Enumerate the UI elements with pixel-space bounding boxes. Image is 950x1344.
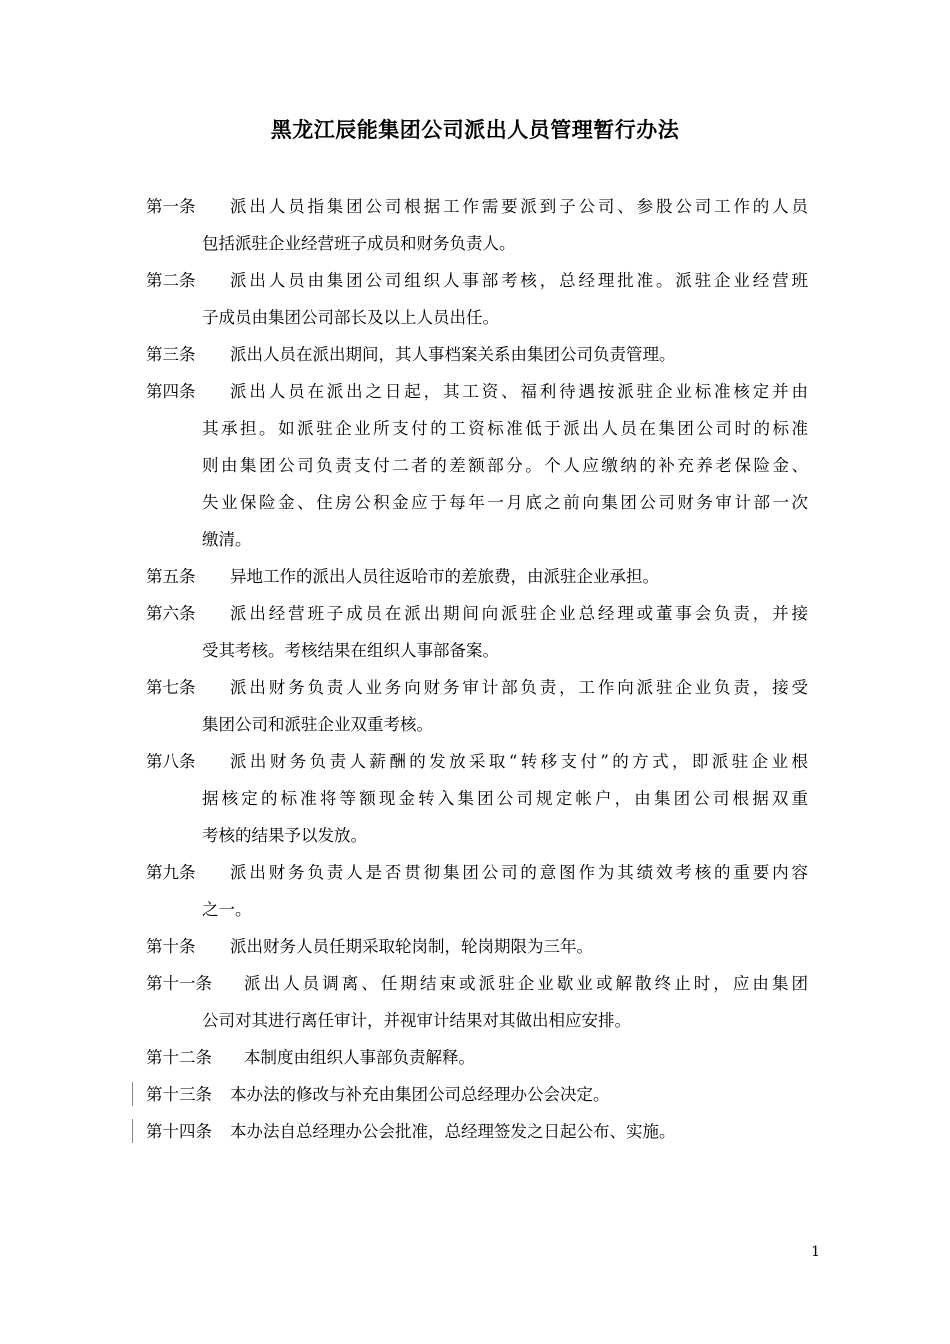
article-text-line: 失业保险金、住房公积金应于每年一月底之前向集团公司财务审计部一次 (202, 493, 808, 512)
article-text-line: 派出财务负责人是否贯彻集团公司的意图作为其绩效考核的重要内容 (230, 863, 808, 882)
article-label: 第九条 (146, 863, 196, 882)
article-text-line: 本办法的修改与补充由集团公司总经理办公会决定。 (230, 1085, 610, 1104)
article-list (146, 188, 808, 1150)
article-text-line: 派出财务负责人业务向财务审计部负责，工作向派驻企业负责，接受 (230, 678, 808, 697)
article-label: 第五条 (146, 567, 196, 586)
article-11 (146, 965, 808, 1039)
article-label: 第六条 (146, 604, 196, 623)
article-9 (146, 854, 808, 928)
article-text-line: 派出财务人员任期采取轮岗制，轮岗期限为三年。 (230, 937, 593, 956)
article-label: 第十二条 (146, 1048, 212, 1067)
article-label: 第十三条 (146, 1085, 212, 1104)
article-label: 第十一条 (146, 974, 212, 993)
article-label: 第三条 (146, 345, 196, 364)
article-text-line: 缴清。 (202, 530, 252, 549)
article-label: 第一条 (146, 197, 196, 216)
article-2 (146, 262, 808, 336)
page-number: 1 (811, 1244, 820, 1260)
document-title: 黑龙江辰能集团公司派出人员管理暂行办法 (270, 117, 680, 142)
article-text-line: 之一。 (202, 900, 252, 919)
article-13 (146, 1076, 808, 1113)
article-label: 第二条 (146, 271, 196, 290)
article-text-line: 则由集团公司负责支付二者的差额部分。个人应缴纳的补充养老保险金、 (202, 456, 808, 475)
article-text-line: 派出人员由集团公司组织人事部考核，总经理批准。派驻企业经营班 (230, 271, 808, 290)
revision-mark (132, 1082, 133, 1106)
article-label: 第四条 (146, 382, 196, 401)
article-1 (146, 188, 808, 262)
article-12 (146, 1039, 808, 1076)
article-text-line: 派出人员在派出期间，其人事档案关系由集团公司负责管理。 (230, 345, 676, 364)
article-text-line: 集团公司和派驻企业双重考核。 (202, 715, 433, 734)
article-text-line: 包括派驻企业经营班子成员和财务负责人。 (202, 234, 516, 253)
article-5 (146, 558, 808, 595)
article-text-line: 派出人员在派出之日起，其工资、福利待遇按派驻企业标准核定并由 (230, 382, 808, 401)
article-text-line: 据核定的标准将等额现金转入集团公司规定帐户，由集团公司根据双重 (202, 789, 808, 808)
article-label: 第七条 (146, 678, 196, 697)
article-text-line: 考核的结果予以发放。 (202, 826, 367, 845)
article-7 (146, 669, 808, 743)
article-3 (146, 336, 808, 373)
article-6 (146, 595, 808, 669)
article-text-line: 派出财务负责人薪酬的发放采取“转移支付”的方式，即派驻企业根 (230, 752, 808, 771)
article-text-line: 受其考核。考核结果在组织人事部备案。 (202, 641, 499, 660)
article-text-line: 本制度由组织人事部负责解释。 (244, 1048, 475, 1067)
article-label: 第八条 (146, 752, 196, 771)
article-label: 第十条 (146, 937, 196, 956)
article-text-line: 异地工作的派出人员往返哈市的差旅费，由派驻企业承担。 (230, 567, 659, 586)
article-label: 第十四条 (146, 1122, 212, 1141)
article-text-line: 其承担。如派驻企业所支付的工资标准低于派出人员在集团公司时的标准 (202, 419, 808, 438)
article-4 (146, 373, 808, 558)
article-text-line: 派出经营班子成员在派出期间向派驻企业总经理或董事会负责，并接 (230, 604, 808, 623)
revision-mark (132, 1119, 133, 1143)
article-text-line: 公司对其进行离任审计，并视审计结果对其做出相应安排。 (202, 1011, 631, 1030)
article-text-line: 派出人员指集团公司根据工作需要派到子公司、参股公司工作的人员 (230, 197, 808, 216)
article-text-line: 派出人员调离、任期结束或派驻企业歇业或解散终止时，应由集团 (244, 974, 808, 993)
article-10 (146, 928, 808, 965)
article-14 (146, 1113, 808, 1150)
article-8 (146, 743, 808, 854)
article-text-line: 本办法自总经理办公会批准，总经理签发之日起公布、实施。 (230, 1122, 676, 1141)
article-text-line: 子成员由集团公司部长及以上人员出任。 (202, 308, 499, 327)
